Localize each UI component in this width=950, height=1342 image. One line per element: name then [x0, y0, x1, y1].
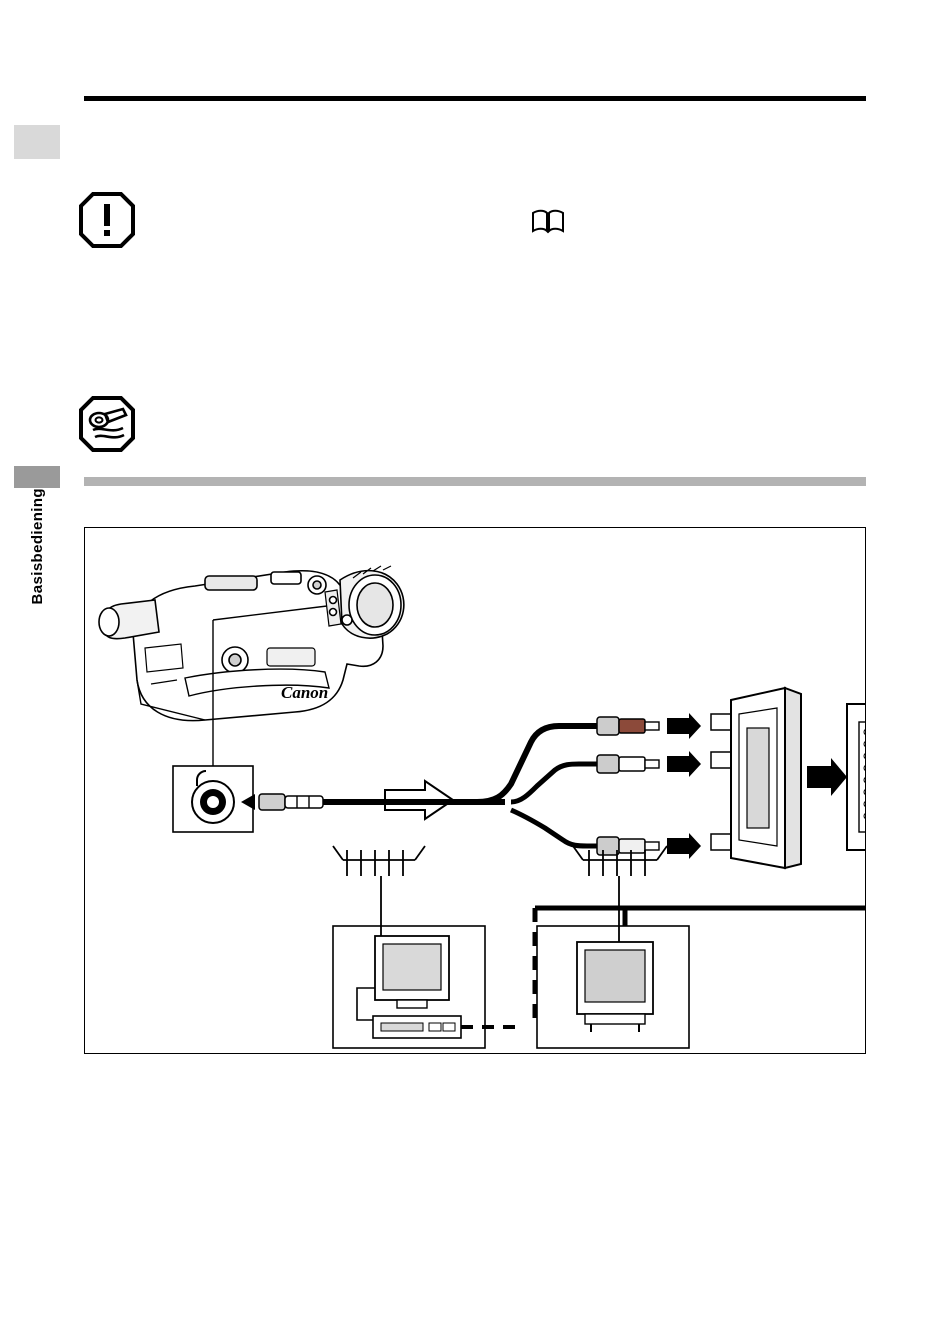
av-jack-detail — [173, 766, 253, 832]
warning-exclamation-icon — [79, 192, 135, 248]
pencil-memo-icon — [79, 396, 135, 452]
scart-socket-block — [847, 704, 865, 850]
stereo-mini-plug — [241, 794, 323, 810]
chapter-tab — [14, 488, 60, 660]
rca-plug-audio-right — [597, 713, 701, 739]
camcorder-illustration — [99, 566, 404, 721]
chapter-tab-label: Basisbediening — [28, 488, 46, 605]
open-book-reference-icon — [531, 208, 565, 234]
rca-plug-video — [597, 833, 701, 859]
rca-plug-audio-left — [597, 751, 701, 777]
section-rule — [84, 477, 866, 486]
scart-insert-arrow — [807, 758, 847, 796]
vcr-unit — [333, 846, 515, 1048]
av-cable — [323, 726, 597, 846]
connection-diagram-figure — [84, 527, 866, 1054]
header-rule — [84, 96, 866, 101]
side-tab-marker-top — [14, 125, 60, 159]
side-tab-marker-chapter — [14, 466, 60, 488]
connection-diagram-svg — [85, 528, 865, 1053]
tv-unit — [537, 846, 689, 1048]
camcorder-brand-label: Canon — [281, 683, 329, 702]
